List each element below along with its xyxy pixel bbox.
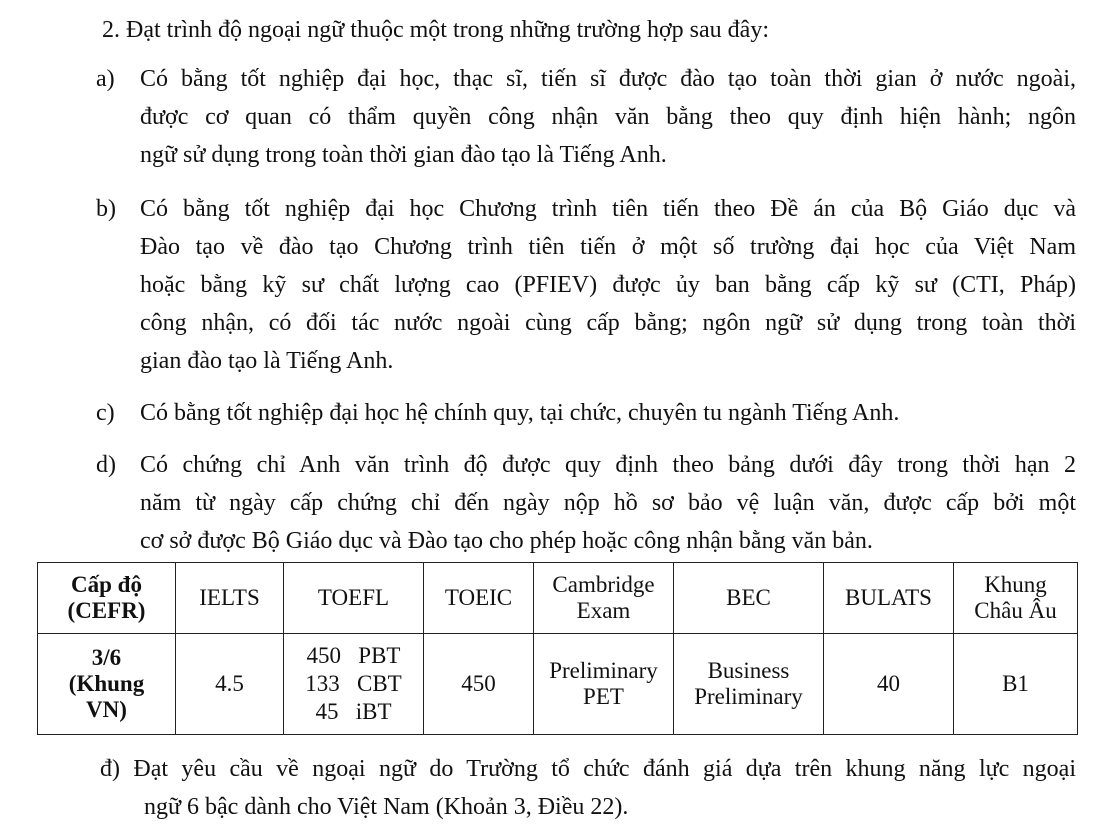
cell-ielts: 4.5 <box>176 634 284 735</box>
text-line: Có chứng chỉ Anh văn trình độ được quy định theo bảng dưới đây trong thời hạn 2 <box>140 452 1076 478</box>
header-toefl: TOEFL <box>284 563 424 634</box>
list-item-text <box>140 446 1076 560</box>
text-line: hoặc bằng kỹ sư chất lượng cao (PFIEV) được ủy ban bằng cấp kỹ sư (CTI, Pháp) <box>140 272 1076 298</box>
item-dd <box>100 750 1076 826</box>
text-line: cơ sở được Bộ Giáo dục và Đào tạo cho phép hoặc công nhận bằng văn bản. <box>140 528 873 554</box>
language-level-table <box>37 562 1078 735</box>
cell-toefl: 450 PBT 133 CBT 45 iBT <box>284 634 424 735</box>
text-line: công nhận, có đối tác nước ngoài cùng cấp bằng; ngôn ngữ sử dụng trong toàn thời <box>140 310 1076 336</box>
text-line: Có bằng tốt nghiệp đại học, thạc sĩ, tiến sĩ được đào tạo toàn thời gian ở nước ngoài, <box>140 66 1076 92</box>
table-header-row <box>38 563 1078 634</box>
cell-bec: Business Preliminary <box>674 634 824 735</box>
text-line: Đào tạo về đào tạo Chương trình tiên tiến ở một số trường đại học của Việt Nam <box>140 234 1076 260</box>
text-line: ngữ sử dụng trong toàn thời gian đào tạo là Tiếng Anh. <box>140 142 667 168</box>
cell-level: 3/6 (Khung VN) <box>38 634 176 735</box>
list-marker: d) <box>96 452 116 478</box>
header-ielts: IELTS <box>176 563 284 634</box>
list-item-text <box>140 190 1076 380</box>
header-bec: BEC <box>674 563 824 634</box>
list-marker: c) <box>96 400 115 426</box>
header-cefr: Cấp độ (CEFR) <box>38 563 176 634</box>
text-line: Có bằng tốt nghiệp đại học Chương trình tiên tiến theo Đề án của Bộ Giáo dục và <box>140 196 1076 222</box>
list-item-text <box>140 394 1076 432</box>
text-line: đ) Đạt yêu cầu về ngoại ngữ do Trường tổ chức đánh giá dựa trên khung năng lực ngoại <box>100 756 1076 782</box>
table-row <box>38 634 1078 735</box>
header-toeic: TOEIC <box>424 563 534 634</box>
section-heading: 2. Đạt trình độ ngoại ngữ thuộc một trong những trường hợp sau đây: <box>102 17 769 43</box>
cell-cambridge: Preliminary PET <box>534 634 674 735</box>
cell-bulats: 40 <box>824 634 954 735</box>
cell-toeic: 450 <box>424 634 534 735</box>
list-item-text <box>140 60 1076 174</box>
header-cambridge: Cambridge Exam <box>534 563 674 634</box>
text-line: ngữ 6 bậc dành cho Việt Nam (Khoản 3, Điều 22). <box>144 794 629 820</box>
text-line: được cơ quan có thẩm quyền công nhận văn bằng theo quy định hiện hành; ngôn <box>140 104 1076 130</box>
text-line: năm từ ngày cấp chứng chỉ đến ngày nộp hồ sơ bảo vệ luận văn, được cấp bởi một <box>140 490 1076 516</box>
header-khung-chau-au: Khung Châu Âu <box>954 563 1078 634</box>
cell-khung-chau-au: B1 <box>954 634 1078 735</box>
list-marker: b) <box>96 196 116 222</box>
list-marker: a) <box>96 66 115 92</box>
header-bulats: BULATS <box>824 563 954 634</box>
text-line: Có bằng tốt nghiệp đại học hệ chính quy, tại chức, chuyên tu ngành Tiếng Anh. <box>140 400 900 426</box>
text-line: gian đào tạo là Tiếng Anh. <box>140 348 394 374</box>
